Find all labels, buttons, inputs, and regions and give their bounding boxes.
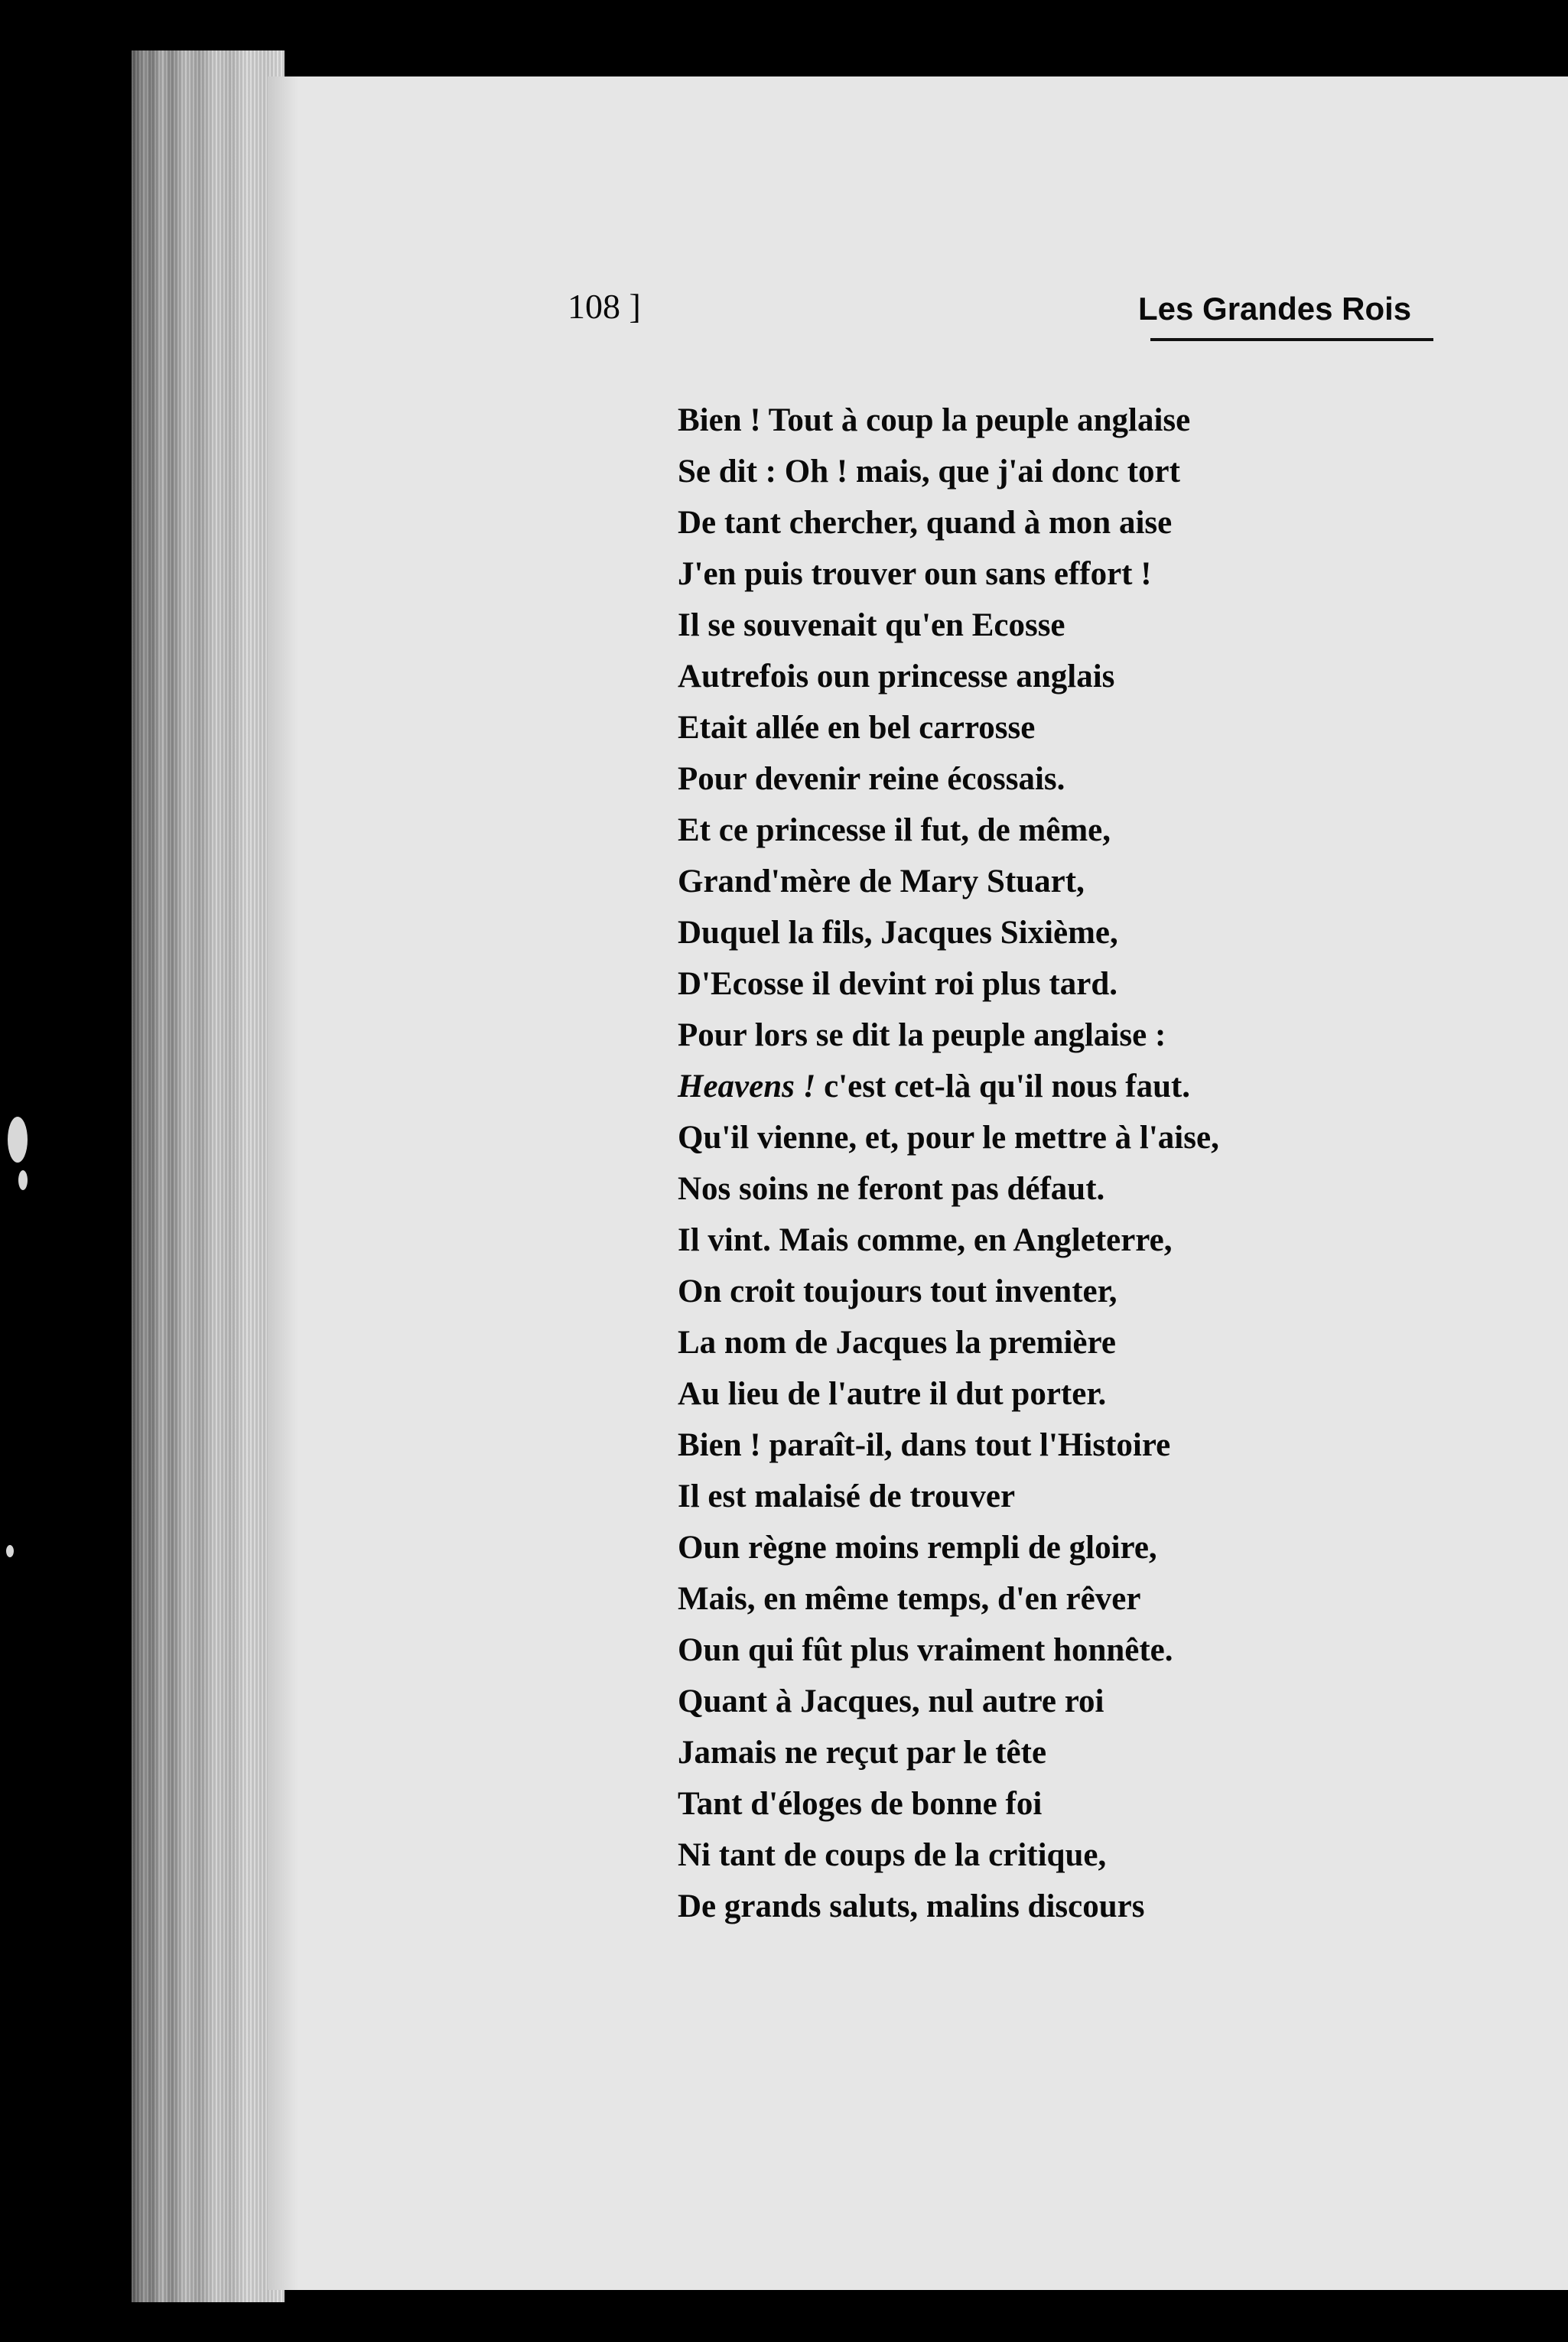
verse-line: Il se souvenait qu'en Ecosse: [678, 607, 1065, 643]
header-rule: [1150, 338, 1433, 341]
verse-line: Se dit : Oh ! mais, que j'ai donc tort: [678, 454, 1180, 490]
verse-line: Grand'mère de Mary Stuart,: [678, 864, 1085, 899]
italic-exclamation: Heavens !: [678, 1069, 816, 1104]
verse-line: Mais, en même temps, d'en rêver: [678, 1581, 1141, 1617]
verse-line: Pour devenir reine écossais.: [678, 761, 1065, 797]
scan-speck: [18, 1170, 28, 1190]
verse-line: Au lieu de l'autre il dut porter.: [678, 1376, 1107, 1412]
verse-line: Pour lors se dit la peuple anglaise :: [678, 1017, 1166, 1053]
running-head: [0, 0, 1568, 367]
verse-line: J'en puis trouver oun sans effort !: [678, 556, 1152, 592]
verse-line: Oun règne moins rempli de gloire,: [678, 1530, 1157, 1566]
verse-line: Etait allée en bel carrosse: [678, 710, 1036, 746]
poem-text: [678, 395, 1519, 1932]
verse-line: Tant d'éloges de bonne foi: [678, 1786, 1043, 1822]
verse-line: De tant chercher, quand à mon aise: [678, 505, 1173, 541]
verse-line: La nom de Jacques la première: [678, 1325, 1116, 1361]
verse-line: Quant à Jacques, nul autre roi: [678, 1683, 1104, 1719]
verse-line: Il vint. Mais comme, en Angleterre,: [678, 1222, 1173, 1258]
verse-line-rest: c'est cet-là qu'il nous faut.: [815, 1069, 1191, 1104]
page-edges: [132, 50, 285, 2302]
verse-line: Bien ! Tout à coup la peuple anglaise: [678, 402, 1191, 438]
verse-line: Bien ! paraît-il, dans tout l'Histoire: [678, 1427, 1171, 1463]
verse-line: On croit toujours tout inventer,: [678, 1273, 1117, 1309]
verse-line: Ni tant de coups de la critique,: [678, 1837, 1107, 1873]
running-title: Les Grandes Rois: [1138, 291, 1412, 327]
verse-line-mixed: [678, 1061, 1519, 1112]
verse-line: Jamais ne reçut par le tête: [678, 1735, 1047, 1771]
page-number: 108 ]: [568, 287, 641, 326]
verse-line: Qu'il vienne, et, pour le mettre à l'aise,: [678, 1120, 1219, 1156]
verse-line: Et ce princesse il fut, de même,: [678, 812, 1111, 848]
verse-line: Autrefois oun princesse anglais: [678, 659, 1115, 694]
verse-line: Il est malaisé de trouver: [678, 1478, 1016, 1514]
verse-line: De grands saluts, malins discours: [678, 1888, 1145, 1924]
scan-speck: [8, 1117, 28, 1163]
scan-speck: [6, 1545, 14, 1557]
verse-line: Nos soins ne feront pas défaut.: [678, 1171, 1105, 1207]
verse-line: D'Ecosse il devint roi plus tard.: [678, 966, 1117, 1002]
verse-line: Duquel la fils, Jacques Sixième,: [678, 915, 1118, 951]
verse-line: Oun qui fût plus vraiment honnête.: [678, 1632, 1173, 1668]
